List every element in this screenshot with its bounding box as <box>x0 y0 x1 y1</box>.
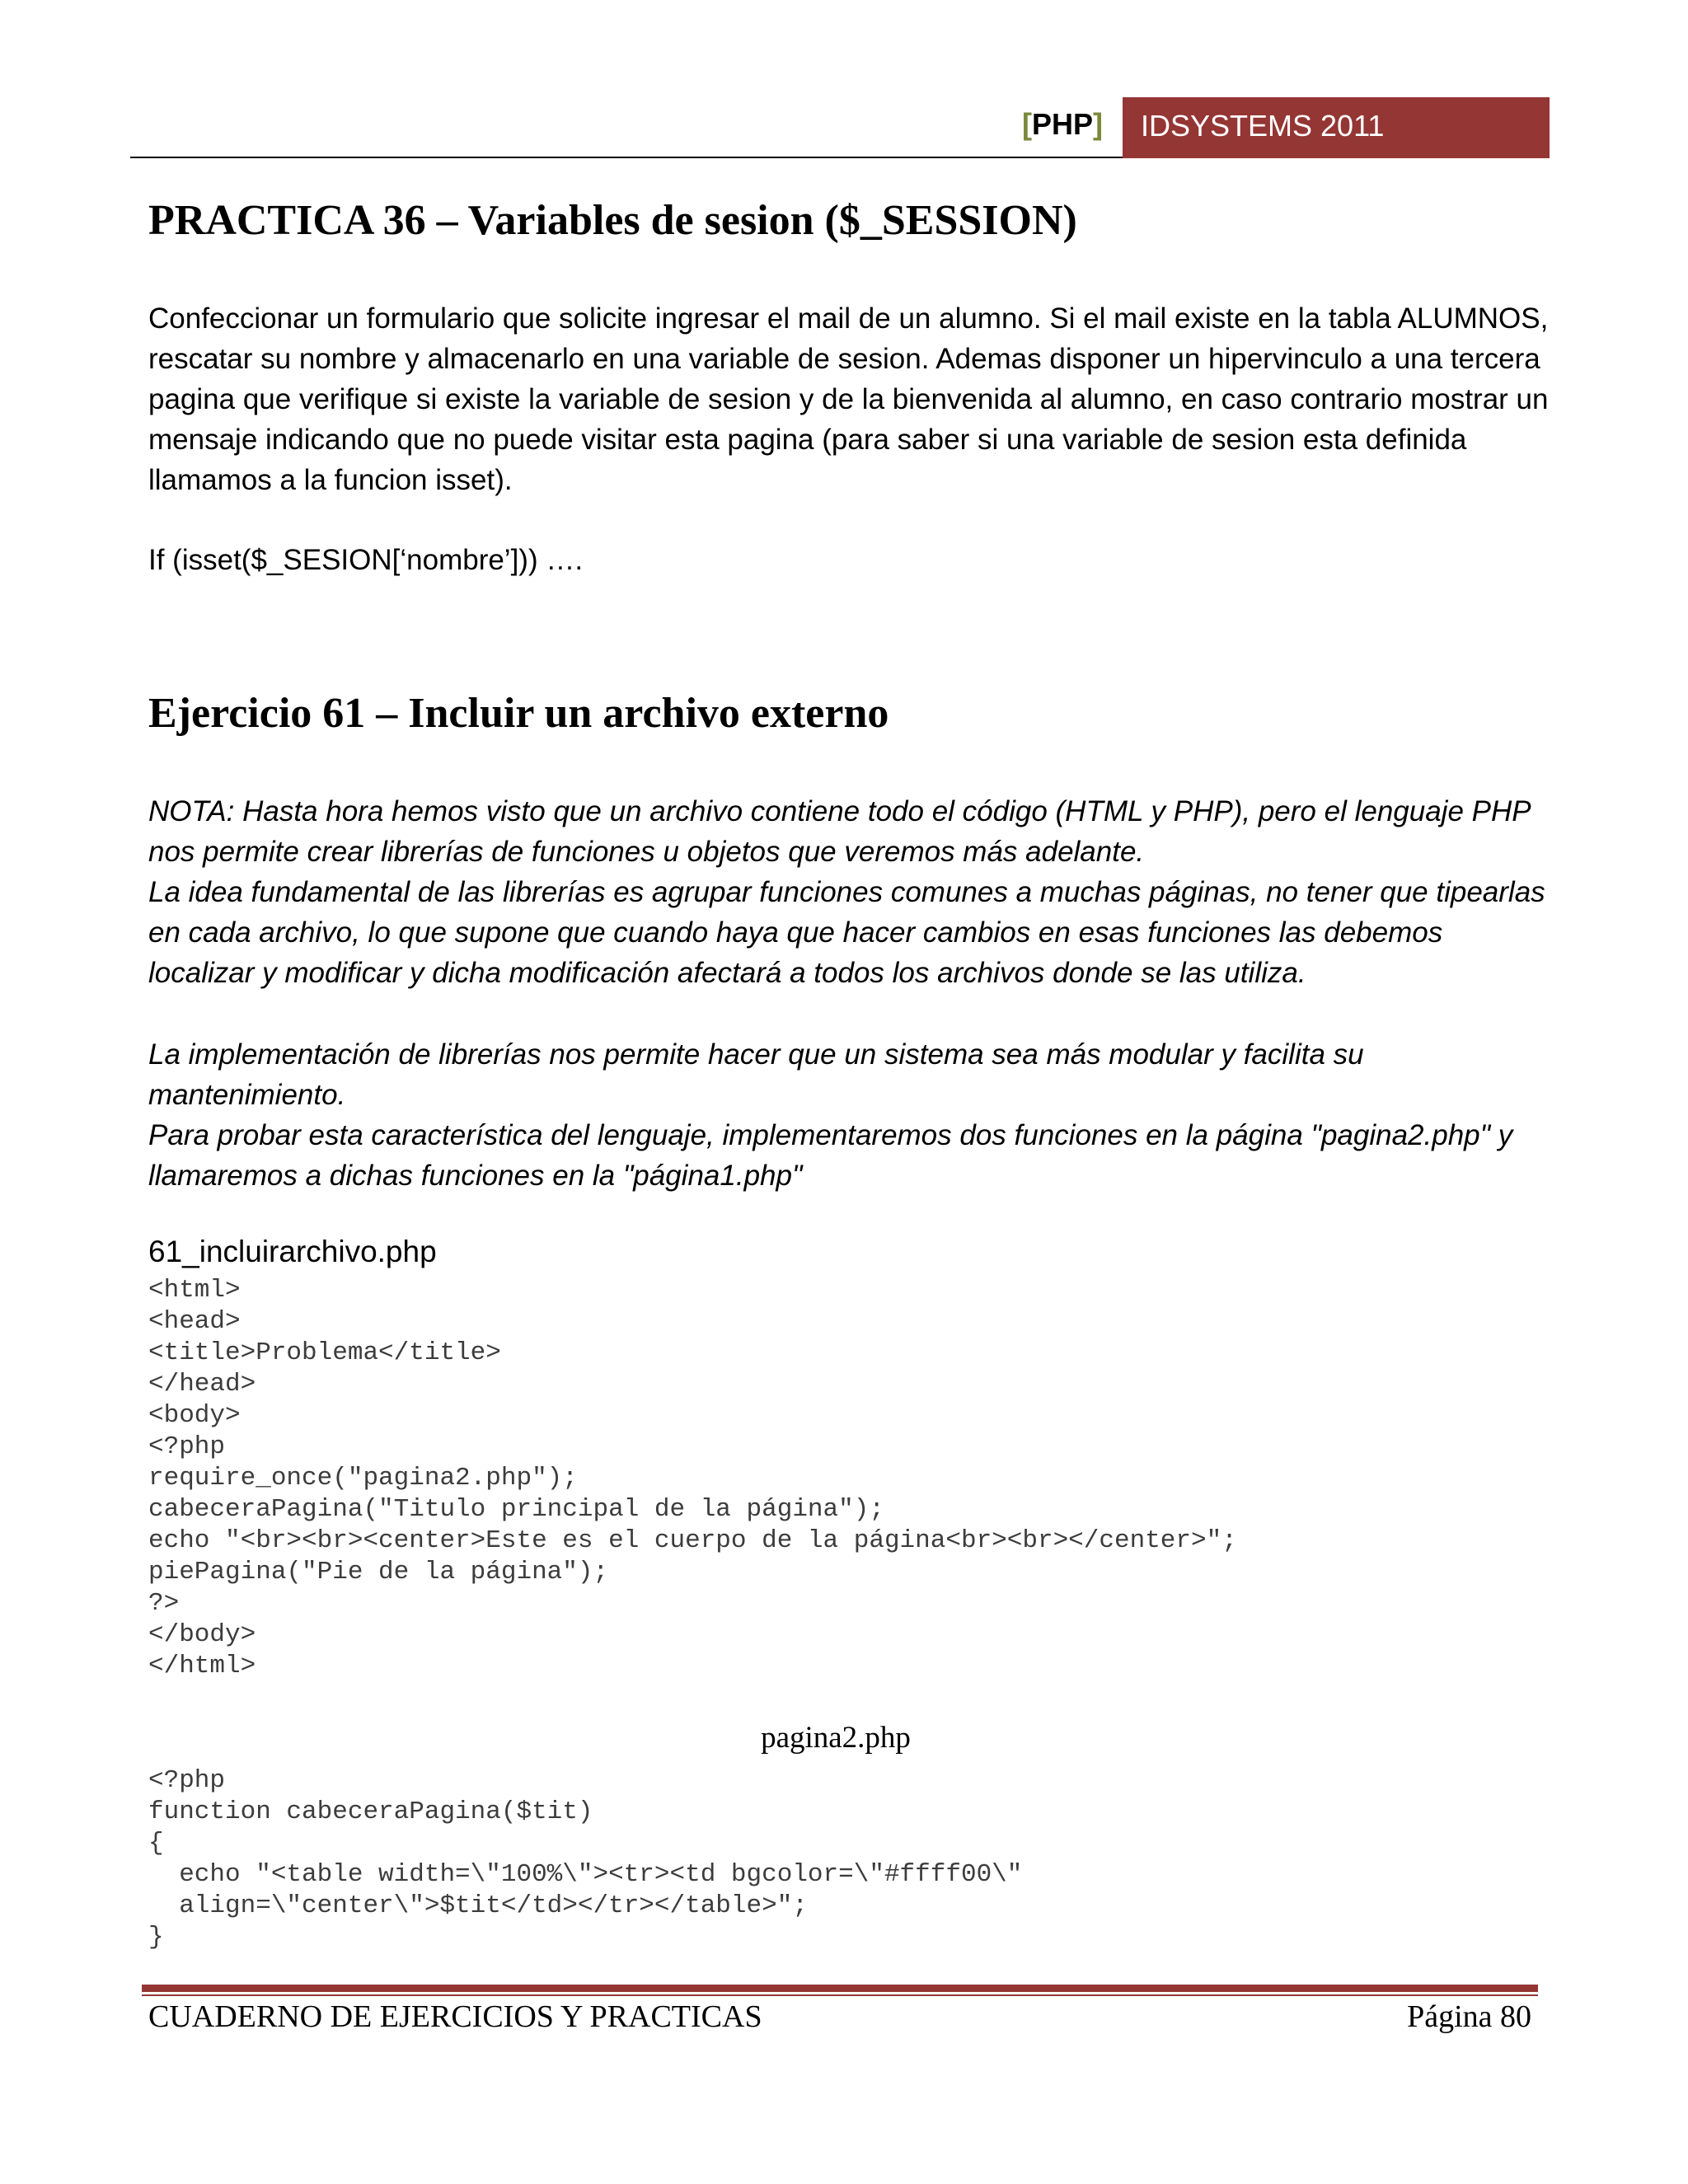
practica-title: PRACTICA 36 – Variables de sesion ($_SESSION) <box>148 197 1077 244</box>
file1-name: 61_incluirarchivo.php <box>148 1235 437 1268</box>
ejercicio-note-p1: NOTA: Hasta hora hemos visto que un archivo contiene todo el código (HTML y PHP), pero el lenguaje PHP nos permite crear librerías de funciones u objetos que veremos más adelante. <box>148 795 1531 868</box>
file2-code: <?php function cabeceraPagina($tit) { echo "<table width=\"100%\"><tr><td bgcolor=\"#ffff00\" align=\"center\">$tit</td></tr></table>"; } <box>148 1766 1023 1952</box>
footer-page-number: Página 80 <box>1407 1999 1531 2034</box>
header-bracket-close: ] <box>1093 107 1104 141</box>
ejercicio-note-p3: La implementación de librerías nos permite hacer que un sistema sea más modular y facilita su mantenimiento. <box>148 1038 1364 1111</box>
file1-code: <html> <head> <title>Problema</title> </head> <body> <?php require_once("pagina2.php"); cabeceraPagina("Titulo principal de la página"); echo "<br><br><center>Este es el cuerpo de la página<br><br></center>"; piePagina("Pie de la página"); ?> </body> </html> <box>148 1276 1237 1680</box>
header-tag-text: PHP <box>1032 107 1094 141</box>
ejercicio-note-block-2 <box>148 1034 1550 1196</box>
footer-book-title: CUADERNO DE EJERCICIOS Y PRACTICAS <box>148 1999 762 2034</box>
ejercicio-note-block-1 <box>148 791 1550 993</box>
practica-snippet <box>148 540 1550 580</box>
ejercicio-note-p2: La idea fundamental de las librerías es agrupar funciones comunes a muchas páginas, no tener que tipearlas en cada archivo, lo que supone que cuando haya que hacer cambios en esas funciones las debemos localizar y modificar y dicha modificación afectará a todos los archivos donde se las utiliza. <box>148 876 1545 989</box>
header-tag <box>1022 107 1103 142</box>
practica-description <box>148 298 1550 500</box>
header-title-box <box>1123 97 1550 158</box>
file2-name: pagina2.php <box>761 1721 911 1755</box>
header-rule <box>130 157 1123 158</box>
ejercicio-title: Ejercicio 61 – Incluir un archivo externo <box>148 690 889 737</box>
footer-rule-thin <box>142 1994 1538 1996</box>
practica-snippet-text: If (isset($_SESION[‘nombre’])) …. <box>148 544 584 576</box>
practica-description-text: Confeccionar un formulario que solicite ingresar el mail de un alumno. Si el mail existe en la tabla ALUMNOS, rescatar su nombre y almacenarlo en una variable de sesion. Ademas disponer un hipervinculo a una tercera pagina que verifique si existe la variable de sesion y de la bienvenida al alumno, en caso contrario mostrar un mensaje indicando que no puede visitar esta pagina (para saber si una variable de sesion esta definida llamamos a la funcion isset). <box>148 302 1549 496</box>
ejercicio-note-p4: Para probar esta característica del lenguaje, implementaremos dos funciones en la página "pagina2.php" y llamaremos a dichas funciones en la "página1.php" <box>148 1119 1513 1192</box>
footer-rule-thick <box>142 1985 1538 1992</box>
header-bracket-open: [ <box>1022 107 1032 141</box>
header-title-text: IDSYSTEMS 2011 <box>1141 109 1385 143</box>
